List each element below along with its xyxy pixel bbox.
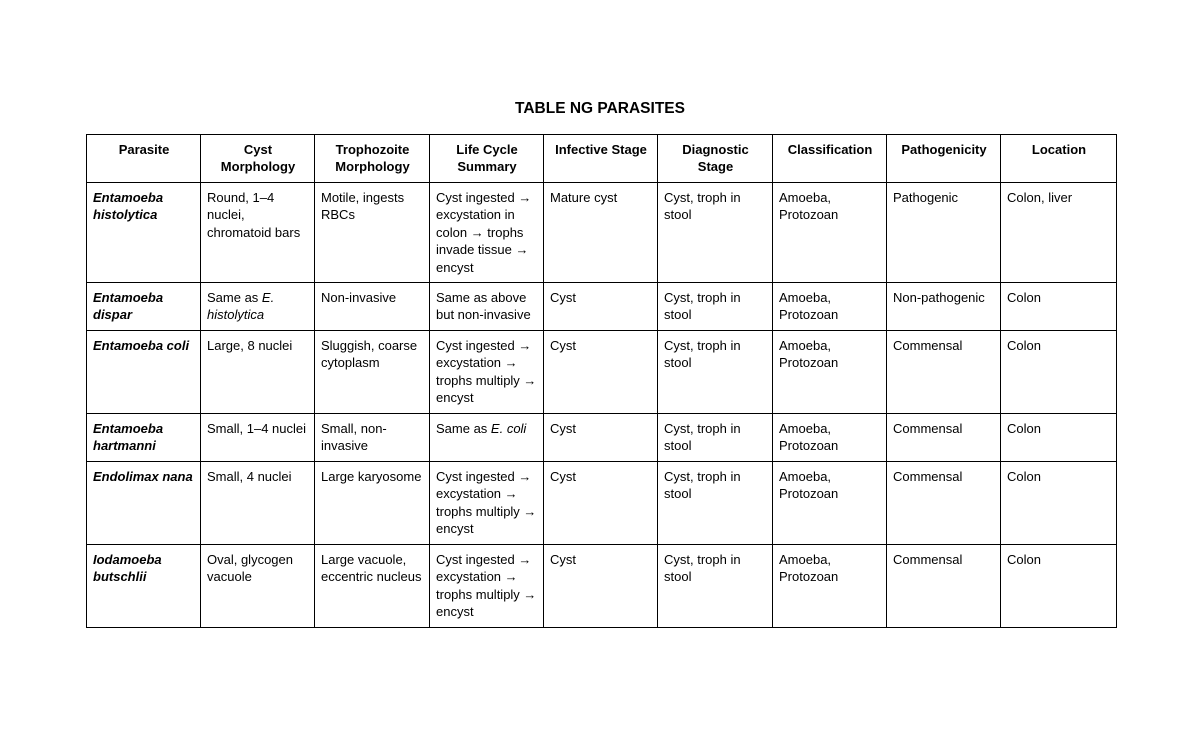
location-cell: Colon, liver bbox=[1001, 183, 1117, 283]
cyst-morphology-cell: Small, 1–4 nuclei bbox=[201, 414, 315, 462]
cyst-morphology-species: E. histolytica bbox=[207, 290, 275, 323]
table-row bbox=[87, 462, 1117, 545]
life-cycle-prefix: Same as bbox=[436, 421, 491, 437]
infective-stage-cell: Cyst bbox=[544, 283, 658, 331]
parasite-name: Entamoeba coli bbox=[87, 331, 201, 414]
header-diagnostic-stage: Diagnostic Stage bbox=[658, 135, 773, 183]
location-cell: Colon bbox=[1001, 414, 1117, 462]
location-cell: Colon bbox=[1001, 283, 1117, 331]
location-cell: Colon bbox=[1001, 331, 1117, 414]
cyst-morphology-cell: Large, 8 nuclei bbox=[201, 331, 315, 414]
table-row bbox=[87, 183, 1117, 283]
parasite-name: Endolimax nana bbox=[87, 462, 201, 545]
cyst-morphology-cell: Round, 1–4 nuclei, chromatoid bars bbox=[201, 183, 315, 283]
pathogenicity-cell: Commensal bbox=[887, 414, 1001, 462]
life-cycle-species: E. coli bbox=[490, 421, 527, 437]
classification-cell: Amoeba, Protozoan bbox=[773, 331, 887, 414]
diagnostic-stage-cell: Cyst, troph in stool bbox=[658, 462, 773, 545]
life-cycle-cell: Cyst ingested → excystation → trophs multiply → encyst bbox=[430, 331, 544, 414]
life-cycle-cell: Cyst ingested → excystation → trophs multiply → encyst bbox=[430, 545, 544, 628]
classification-cell: Amoeba, Protozoan bbox=[773, 183, 887, 283]
infective-stage-cell: Cyst bbox=[544, 331, 658, 414]
life-cycle-cell bbox=[430, 414, 544, 462]
life-cycle-cell: Same as above but non-invasive bbox=[430, 283, 544, 331]
pathogenicity-cell: Non-pathogenic bbox=[887, 283, 1001, 331]
parasite-name: Iodamoeba butschlii bbox=[87, 545, 201, 628]
trophozoite-morphology-cell: Large vacuole, eccentric nucleus bbox=[315, 545, 430, 628]
parasite-table bbox=[86, 134, 1117, 628]
header-trophozoite-morphology: Trophozoite Morphology bbox=[315, 135, 430, 183]
trophozoite-morphology-cell: Non-invasive bbox=[315, 283, 430, 331]
diagnostic-stage-cell: Cyst, troph in stool bbox=[658, 414, 773, 462]
infective-stage-cell: Cyst bbox=[544, 462, 658, 545]
trophozoite-morphology-cell: Small, non-invasive bbox=[315, 414, 430, 462]
parasite-name: Entamoeba hartmanni bbox=[87, 414, 201, 462]
parasite-name: Entamoeba dispar bbox=[87, 283, 201, 331]
header-classification: Classification bbox=[773, 135, 887, 183]
document-title: TABLE NG PARASITES bbox=[515, 100, 685, 117]
table-row bbox=[87, 545, 1117, 628]
table-row bbox=[87, 331, 1117, 414]
classification-cell: Amoeba, Protozoan bbox=[773, 462, 887, 545]
trophozoite-morphology-cell: Sluggish, coarse cytoplasm bbox=[315, 331, 430, 414]
classification-cell: Amoeba, Protozoan bbox=[773, 283, 887, 331]
diagnostic-stage-cell: Cyst, troph in stool bbox=[658, 283, 773, 331]
life-cycle-cell: Cyst ingested → excystation in colon → trophs invade tissue → encyst bbox=[430, 183, 544, 283]
infective-stage-cell: Cyst bbox=[544, 414, 658, 462]
life-cycle-cell: Cyst ingested → excystation → trophs multiply → encyst bbox=[430, 462, 544, 545]
classification-cell: Amoeba, Protozoan bbox=[773, 545, 887, 628]
diagnostic-stage-cell: Cyst, troph in stool bbox=[658, 183, 773, 283]
diagnostic-stage-cell: Cyst, troph in stool bbox=[658, 331, 773, 414]
header-parasite: Parasite bbox=[87, 135, 201, 183]
header-cyst-morphology: Cyst Morphology bbox=[201, 135, 315, 183]
classification-cell: Amoeba, Protozoan bbox=[773, 414, 887, 462]
infective-stage-cell: Mature cyst bbox=[544, 183, 658, 283]
location-cell: Colon bbox=[1001, 545, 1117, 628]
table-header-row bbox=[87, 135, 1117, 183]
pathogenicity-cell: Pathogenic bbox=[887, 183, 1001, 283]
cyst-morphology-prefix: Same as bbox=[207, 290, 262, 306]
pathogenicity-cell: Commensal bbox=[887, 331, 1001, 414]
trophozoite-morphology-cell: Large karyosome bbox=[315, 462, 430, 545]
cyst-morphology-cell bbox=[201, 283, 315, 331]
infective-stage-cell: Cyst bbox=[544, 545, 658, 628]
header-location: Location bbox=[1001, 135, 1117, 183]
cyst-morphology-cell: Small, 4 nuclei bbox=[201, 462, 315, 545]
parasite-name: Entamoeba histolytica bbox=[87, 183, 201, 283]
table-row bbox=[87, 283, 1117, 331]
table-row bbox=[87, 414, 1117, 462]
pathogenicity-cell: Commensal bbox=[887, 462, 1001, 545]
diagnostic-stage-cell: Cyst, troph in stool bbox=[658, 545, 773, 628]
trophozoite-morphology-cell: Motile, ingests RBCs bbox=[315, 183, 430, 283]
header-pathogenicity: Pathogenicity bbox=[887, 135, 1001, 183]
cyst-morphology-cell: Oval, glycogen vacuole bbox=[201, 545, 315, 628]
location-cell: Colon bbox=[1001, 462, 1117, 545]
header-life-cycle-summary: Life Cycle Summary bbox=[430, 135, 544, 183]
header-infective-stage: Infective Stage bbox=[544, 135, 658, 183]
pathogenicity-cell: Commensal bbox=[887, 545, 1001, 628]
